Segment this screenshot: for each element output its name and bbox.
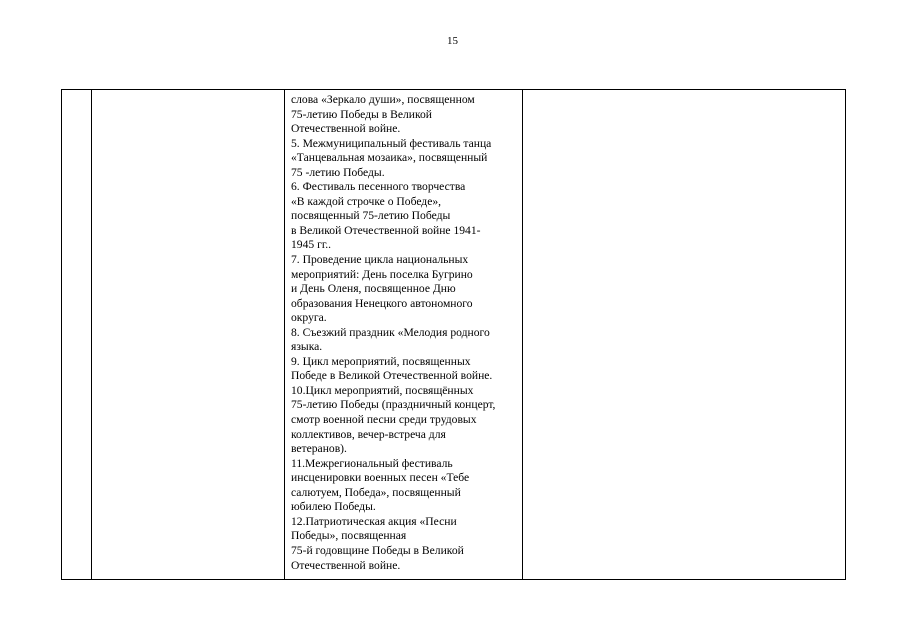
table-cell-index: [62, 90, 92, 580]
table-cell-events: [285, 90, 523, 580]
events-list: [285, 90, 522, 573]
event-line: округа.: [291, 311, 327, 325]
event-line: 9. Цикл мероприятий, посвященных: [291, 354, 471, 368]
event-line: «Танцевальная мозаика», посвященный: [291, 151, 488, 165]
table-cell-name: [92, 90, 285, 580]
event-line: языка.: [291, 340, 323, 354]
event-line: Победы», посвященная: [291, 529, 407, 543]
event-line: 7. Проведение цикла национальных: [291, 253, 469, 267]
cell-name-text: [92, 90, 284, 93]
cell-index-text: [62, 90, 91, 93]
cell-notes-text: [523, 90, 845, 93]
event-line: 75 -летию Победы.: [291, 165, 385, 179]
event-line: посвященный 75-летию Победы: [291, 209, 451, 223]
event-line: слова «Зеркало души», посвященном: [291, 93, 475, 106]
event-line: смотр военной песни среди трудовых: [291, 413, 477, 427]
event-line: 1945 гг..: [291, 238, 332, 252]
event-line: салютуем, Победа», посвященный: [291, 485, 461, 499]
event-line: юбилею Победы.: [291, 500, 376, 514]
event-line: 6. Фестиваль песенного творчества: [291, 180, 466, 194]
event-line: 8. Съезжий праздник «Мелодия родного: [291, 325, 490, 339]
table-cell-notes: [523, 90, 846, 580]
event-line: 12.Патриотическая акция «Песни: [291, 514, 457, 528]
event-line: образования Ненецкого автономного: [291, 296, 473, 310]
event-line: ветеранов).: [291, 442, 347, 456]
event-line: Победе в Великой Отечественной войне.: [291, 369, 493, 383]
event-line: Отечественной войне.: [291, 122, 401, 136]
event-line: инсценировки военных песен «Тебе: [291, 471, 470, 485]
table-row: [62, 90, 846, 580]
event-line: в Великой Отечественной войне 1941-: [291, 223, 481, 237]
event-line: 75-летию Победы (праздничный концерт,: [291, 398, 496, 412]
event-line: и День Оленя, посвященное Дню: [291, 282, 456, 296]
event-line: 75-й годовщине Победы в Великой: [291, 543, 464, 557]
event-line: мероприятий: День поселка Бугрино: [291, 267, 473, 281]
event-line: коллективов, вечер-встреча для: [291, 427, 446, 441]
event-line: 5. Межмуниципальный фестиваль танца: [291, 136, 492, 150]
event-line: «В каждой строчке о Победе»,: [291, 194, 442, 208]
event-line: 10.Цикл мероприятий, посвящённых: [291, 383, 474, 397]
page-number: 15: [447, 35, 458, 47]
document-table: [61, 89, 846, 580]
event-line: Отечественной войне.: [291, 558, 401, 572]
event-line: 75-летию Победы в Великой: [291, 107, 432, 121]
event-line: 11.Межрегиональный фестиваль: [291, 456, 453, 470]
